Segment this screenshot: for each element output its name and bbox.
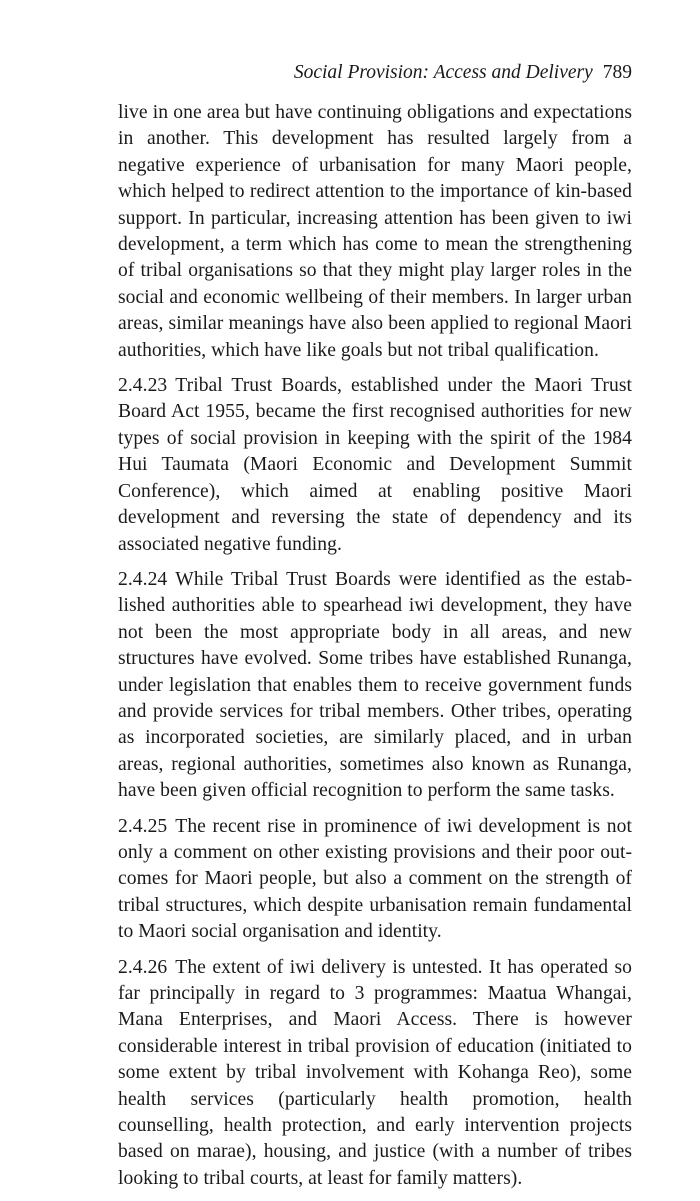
paragraph-2-4-23 bbox=[118, 373, 632, 558]
book-page bbox=[118, 60, 632, 1201]
paragraph-2-4-24 bbox=[118, 567, 632, 805]
paragraph-2-4-26 bbox=[118, 955, 632, 1193]
paragraph-text: The extent of iwi delivery is untested. It has operated so far principally in regard to 3 programmes: Maatua Whangai, Mana Enterprises, and Maori Access. There is however considerable interest in tribal provision of education (initiated to some extent by tribal involvement with Kohanga Reo), some health services (particularly health promotion, health counselling, health protection, and early intervention projects based on marae), housing, and justice (with a number of tribes looking to tribal courts, at least for family matters). bbox=[118, 956, 632, 1189]
paragraph-text: The recent rise in prominence of iwi development is not only a comment on other existing provisions and their poor outcomes for Maori people, but also a comment on the strength of tribal structures, which despite urbanisation remain fundamental to Maori social organisation and identity. bbox=[118, 815, 632, 943]
paragraph-text: live in one area but have continuing obligations and expectations in another. This development has resulted largely from a negative experience of urbanisation for many Maori people, which helped to redirect attention to the importance of kin-based support. In particular, increasing attention has been given to iwi development, a term which has come to mean the strengthening of tribal organisations so that they might play larger roles in the social and economic wellbeing of their members. In larger urban areas, similar meanings have also been applied to regional Maori authorities, which have like goals but not tribal qualification. bbox=[118, 102, 632, 361]
running-title: Social Provision: Access and Delivery bbox=[293, 62, 593, 83]
paragraph-number: 2.4.25 bbox=[118, 815, 168, 837]
paragraph-text: While Tribal Trust Boards were identified as the established authorities able to spearhead iwi development, they have not been the most appropriate body in all areas, and new structures have evolved. Some tribes have established Runanga, under legislation that enables them to receive government funds and provide services for tribal members. Other tribes, operating as incorporated societies, are similarly placed, and in urban areas, regional authorities, sometimes also known as Runanga, have been given official recognition to perform the same tasks. bbox=[118, 568, 632, 802]
paragraph-text: Tribal Trust Boards, established under the Maori Trust Board Act 1955, became the first recognised authorities for new types of social provision in keeping with the spirit of the 1984 Hui Taumata (Maori Economic and Development Summit Conference), which aimed at enabling positive Maori development and reversing the state of dependency and its associated negative funding. bbox=[118, 375, 632, 555]
page-number: 789 bbox=[602, 62, 632, 83]
paragraph-number: 2.4.23 bbox=[118, 375, 168, 397]
running-header bbox=[118, 60, 632, 86]
paragraph-number: 2.4.24 bbox=[118, 568, 168, 590]
paragraph-number: 2.4.26 bbox=[118, 956, 168, 978]
paragraph-continued bbox=[118, 100, 632, 364]
paragraph-2-4-25 bbox=[118, 814, 632, 946]
